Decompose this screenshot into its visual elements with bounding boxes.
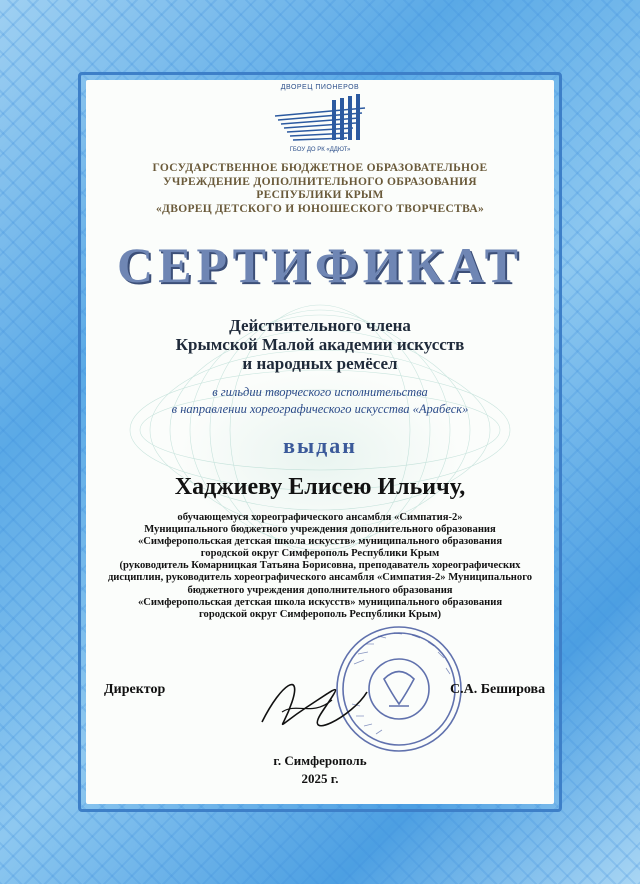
logo-top-text: ДВОРЕЦ ПИОНЕРОВ [280,84,360,91]
organization-name [100,162,540,216]
issue-year: 2025 г. [301,771,339,786]
description-line: «Симферопольская детская школа искусств» муниципального образования [137,596,503,608]
description-line: обучающемуся хореографического ансамбля «Симпатия-2» [177,512,463,523]
description-line: Муниципального бюджетного учреждения дополнительного образования [144,524,496,536]
organization-line: РЕСПУБЛИКИ КРЫМ [256,189,384,201]
guild-description [100,384,540,418]
description-line: дисциплин, руководитель хореографического ансамбля «Симпатия-2» Муниципального [107,572,533,584]
member-line: Крымской Малой академии искусств [175,335,465,354]
description-line: бюджетного учреждения дополнительного образования [187,584,453,596]
issue-place-date [100,752,540,788]
recipient-description [96,512,544,621]
description-line: (руководитель Комарницкая Татьяна Борисовна, преподаватель хореографических [119,560,521,572]
director-label: Директор [104,682,166,697]
director-name: С.А. Беширова [450,682,546,697]
issue-city: г. Симферополь [273,753,367,768]
organization-line: «ДВОРЕЦ ДЕТСКОГО И ЮНОШЕСКОГО ТВОРЧЕСТВА» [155,202,484,215]
organization-line: ГОСУДАРСТВЕННОЕ БЮДЖЕТНОЕ ОБРАЗОВАТЕЛЬНОЕ [152,162,488,174]
recipient-name: Хаджиеву Елисею Ильичу, [174,474,466,500]
palace-logo [262,84,378,158]
logo-bottom-text: ГБОУ ДО РК «ДДЮТ» [289,147,351,153]
director-signature [252,672,372,732]
building-icon [270,94,370,146]
certificate-title: СЕРТИФИКАТ [116,237,523,293]
member-line: и народных ремёсел [242,354,398,373]
member-line: Действительного члена [229,316,411,335]
description-line: «Симферопольская детская школа искусств» муниципального образования [137,536,503,548]
description-line: городской округ Симферополь Республики Крым [200,548,440,560]
guild-line: в гильдии творческого исполнительства [212,385,428,399]
member-title [100,316,540,373]
organization-line: УЧРЕЖДЕНИЕ ДОПОЛНИТЕЛЬНОГО ОБРАЗОВАНИЯ [163,175,477,188]
issued-label: выдан [283,433,357,458]
guild-line: в направлении хореографического искусства «Арабеск» [171,402,469,416]
description-line: городской округ Симферополь Республики Крым) [198,608,441,620]
